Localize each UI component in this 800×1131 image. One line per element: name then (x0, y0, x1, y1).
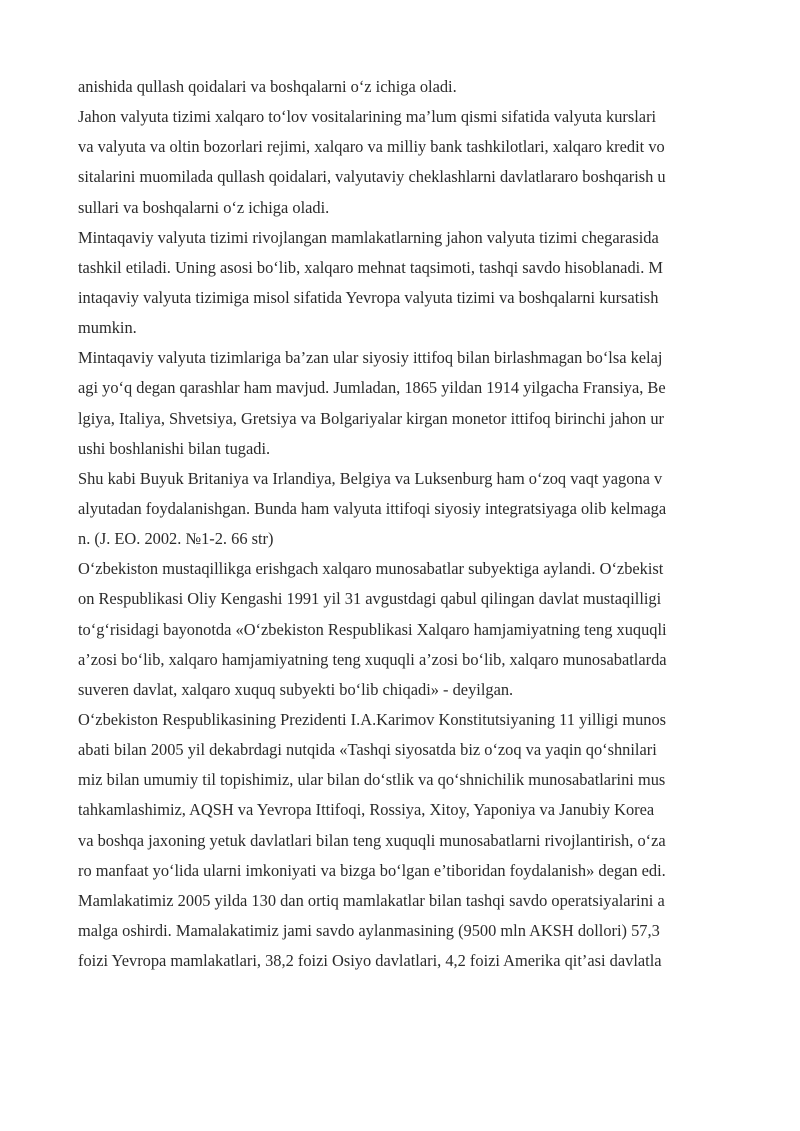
text-line: intaqaviy valyuta tizimiga misol sifatida Yevropa valyuta tizimi va boshqalarni kursatish (78, 287, 659, 307)
text-line: suveren davlat, xalqaro xuquq subyekti bo‘lib chiqadi» - deyilgan. (78, 679, 514, 699)
text-line: miz bilan umumiy til topishimiz, ular bilan do‘stlik va qo‘shnichilik munosabatlarini mus (78, 770, 666, 790)
text-line: abati bilan 2005 yil dekabrdagi nutqida «Tashqi siyosatda biz o‘zoq va yaqin qo‘shnilari (78, 740, 657, 760)
text-line: to‘g‘risidagi bayonotda «O‘zbekiston Respublikasi Xalqaro hamjamiyatning teng xuquqli (78, 619, 667, 639)
text-line: malga oshirdi. Mamalakatimiz jami savdo aylanmasining (9500 mln AKSH dollori) 57,3 (78, 920, 660, 940)
text-line: anishida qullash qoidalari va boshqalarni o‘z ichiga oladi. (78, 77, 457, 96)
text-line: va boshqa jaxoning yetuk davlatlari bilan teng xuquqli munosabatlarni rivojlantirish, o‘za (78, 830, 666, 850)
text-line: lgiya, Italiya, Shvetsiya, Gretsiya va Bolgariyalar kirgan monetor ittifoq birinchi jahon ur (78, 408, 664, 428)
text-line: a’zosi bo‘lib, xalqaro hamjamiyatning teng xuquqli a’zosi bo‘lib, xalqaro munosabatlarda (78, 649, 667, 669)
text-line: O‘zbekiston mustaqillikga erishgach xalqaro munosabatlar subyektiga aylandi. O‘zbekist (78, 559, 664, 579)
text-line: alyutadan foydalanishgan. Bunda ham valyuta ittifoqi siyosiy integratsiyaga olib kelmaga (78, 498, 667, 518)
text-line: tashkil etiladi. Uning asosi bo‘lib, xalqaro mehnat taqsimoti, tashqi savdo hisoblanadi. M (78, 257, 663, 277)
text-line: sullari va boshqalarni o‘z ichiga oladi. (78, 197, 330, 217)
text-line: mumkin. (78, 318, 137, 338)
text-line: va valyuta va oltin bozorlari rejimi, xalqaro va milliy bank tashkilotlari, xalqaro kredit vo (78, 137, 665, 157)
text-line: foizi Yevropa mamlakatlari, 38,2 foizi Osiyo davlatlari, 4,2 foizi Amerika qit’asi davlatla (78, 951, 662, 971)
text-line: Mintaqaviy valyuta tizimlariga ba’zan ular siyosiy ittifoq bilan birlashmagan bo‘lsa kelaj (78, 348, 663, 368)
text-line: ushi boshlanishi bilan tugadi. (78, 438, 271, 458)
text-line: ro manfaat yo‘lida ularni imkoniyati va bizga bo‘lgan e’tiboridan foydalanish» degan edi. (78, 860, 666, 880)
text-line: agi yo‘q degan qarashlar ham mavjud. Jumladan, 1865 yildan 1914 yilgacha Fransiya, Be (78, 378, 666, 398)
text-line: Mamlakatimiz 2005 yilda 130 dan ortiq mamlakatlar bilan tashqi savdo operatsiyalarini a (78, 890, 665, 910)
text-line: O‘zbekiston Respublikasining Prezidenti I.A.Karimov Konstitutsiyaning 11 yilligi munos (78, 709, 667, 729)
text-line: Shu kabi Buyuk Britaniya va Irlandiya, Belgiya va Luksenburg ham o‘zoq vaqt yagona v (78, 468, 663, 488)
text-line: Mintaqaviy valyuta tizimi rivojlangan mamlakatlarning jahon valyuta tizimi chegarasida (78, 227, 659, 247)
text-line: n. (J. EO. 2002. №1-2. 66 str) (78, 529, 274, 549)
text-line: on Respublikasi Oliy Kengashi 1991 yil 31 avgustdagi qabul qilingan davlat mustaqilligi (78, 589, 662, 609)
text-line: tahkamlashimiz, AQSH va Yevropa Ittifoqi, Rossiya, Xitoy, Yaponiya va Janubiy Korea (78, 800, 655, 820)
text-line: sitalarini muomilada qullash qoidalari, valyutaviy cheklashlarni davlatlararo boshqarish u (78, 167, 666, 187)
body-text (78, 72, 758, 976)
text-line: Jahon valyuta tizimi xalqaro to‘lov vositalarining ma’lum qismi sifatida valyuta kurslari (78, 107, 657, 127)
